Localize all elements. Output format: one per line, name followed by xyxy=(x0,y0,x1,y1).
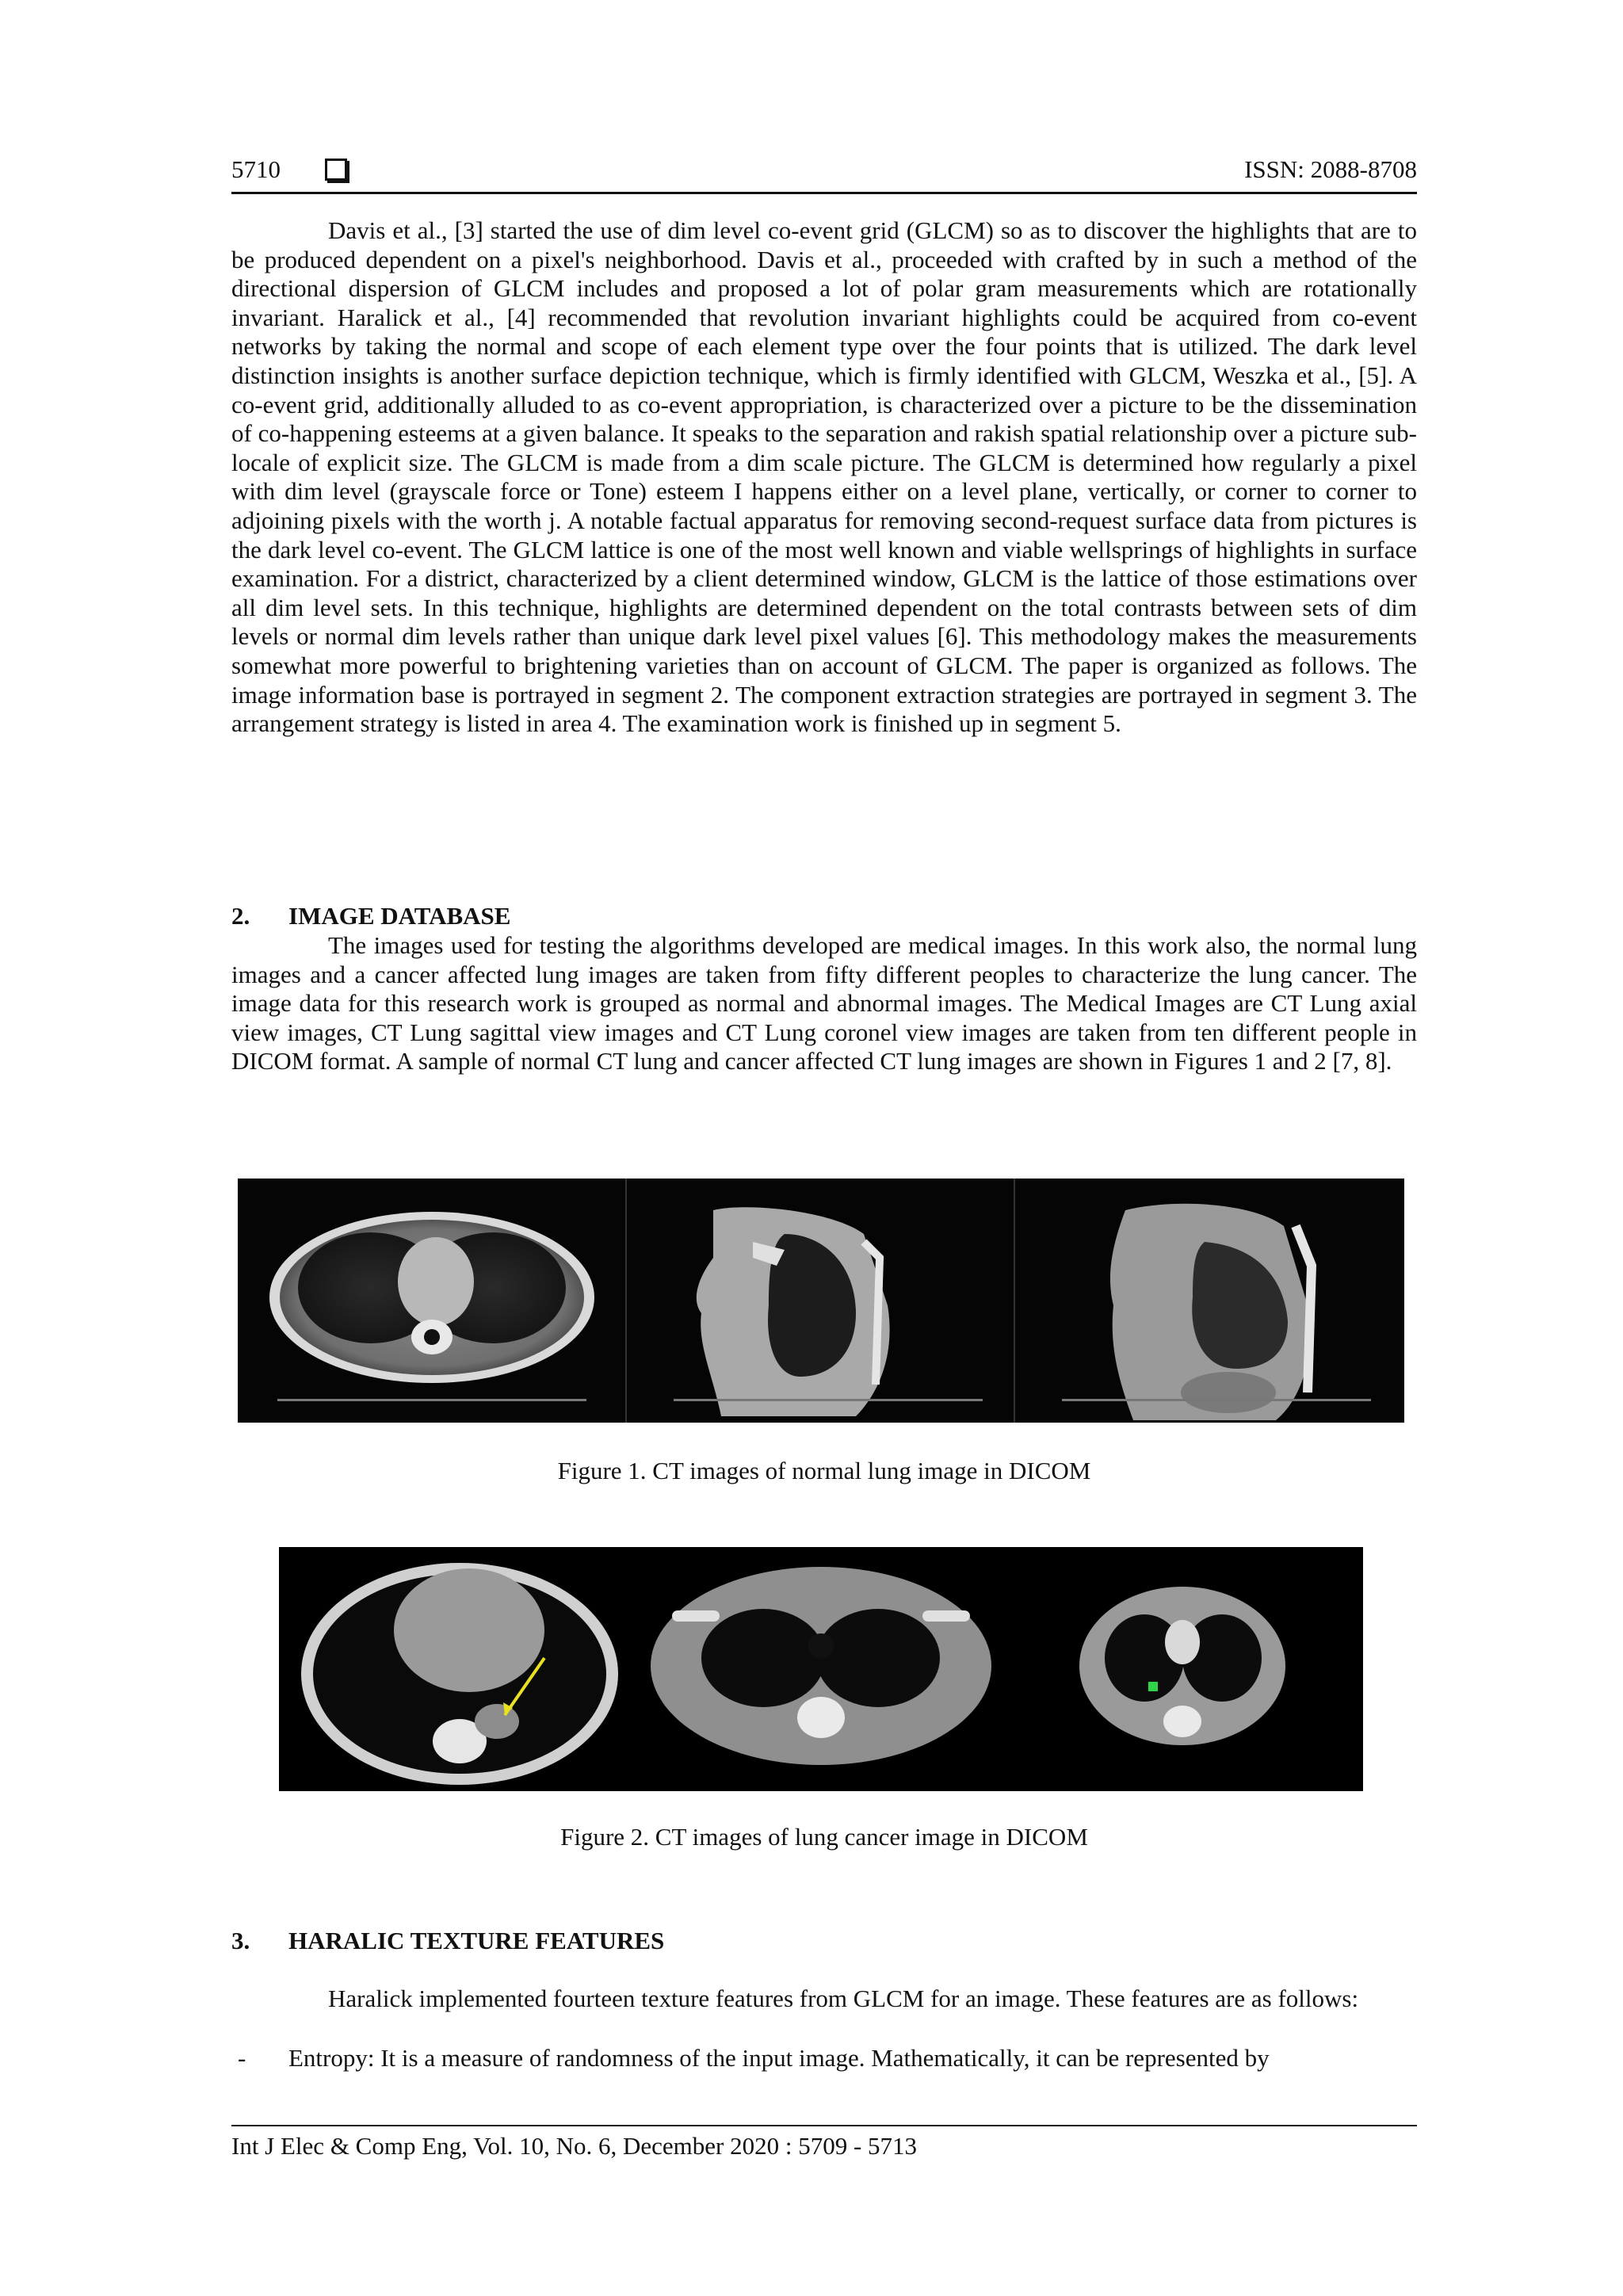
figure-1-caption: Figure 1. CT images of normal lung image in DICOM xyxy=(557,1457,1091,1484)
bullet-dash: - xyxy=(238,2044,246,2072)
section-title: HARALIC TEXTURE FEATURES xyxy=(288,1927,665,1954)
header-rule xyxy=(231,192,1417,194)
bullet-text: Entropy: It is a measure of randomness of the input image. Mathematically, it can be represented by xyxy=(288,2044,1270,2072)
section-number: 2. xyxy=(231,902,250,930)
section-number: 3. xyxy=(231,1927,250,1954)
figure-2-ct-cancer-images xyxy=(279,1547,1363,1791)
haralick-paragraph: Haralick implemented fourteen texture features from GLCM for an image. These features are as follows: xyxy=(328,1985,1359,2012)
ct-sagittal-normal xyxy=(626,1179,1014,1423)
ct-axial-normal xyxy=(238,1179,626,1423)
running-footer: Int J Elec & Comp Eng, Vol. 10, No. 6, December 2020 : 5709 - 5713 xyxy=(231,2132,918,2160)
ct-axial-cancer-3 xyxy=(1002,1547,1363,1791)
database-paragraph: The images used for testing the algorithms developed are medical images. In this work also, the normal lung images and a cancer affected lung images are taken from fifty different peoples to characterize the lung cancer. The image data for this research work is grouped as normal and abnormal images. The Medical Images are CT Lung axial view images, CT Lung sagittal view images and CT Lung coronel view images are taken from ten different people in DICOM format. A sample of normal CT lung and cancer affected CT lung images are shown in Figures 1 and 2 [7, 8]. xyxy=(231,931,1417,1075)
section-heading-image-database xyxy=(231,902,510,930)
figure-2-caption: Figure 2. CT images of lung cancer image in DICOM xyxy=(560,1823,1088,1851)
ct-axial-cancer-2 xyxy=(640,1547,1002,1791)
page-number: 5710 xyxy=(231,155,281,183)
section-title: IMAGE DATABASE xyxy=(288,902,511,930)
ct-coronal-normal xyxy=(1014,1179,1404,1423)
checkbox-square-icon xyxy=(325,159,347,181)
intro-paragraph: Davis et al., [3] started the use of dim level co-event grid (GLCM) so as to discover the highlights that are to be produced dependent on a pixel's neighborhood. Davis et al., proceeded with crafted by in such a method of the directional dispersion of GLCM includes and proposed a lot of polar gram measurements which are rotationally invariant. Haralick et al., [4] recommended that revolution invariant highlights could be acquired from co-event networks by taking the normal and scope of each element type over the four points that is utilized. The dark level distinction insights is another surface depiction technique, which is firmly identified with GLCM, Weszka et al., [5]. A co-event grid, additionally alluded to as co-event appropriation, is characterized over a picture to be the dissemination of co-happening esteems at a given balance. It speaks to the separation and rakish spatial relationship over a picture sub-locale of explicit size. The GLCM is made from a dim scale picture. The GLCM is determined how regularly a pixel with dim level (grayscale force or Tone) esteem I happens either on a level plane, vertically, or corner to corner to adjoining pixels with the worth j. A notable factual apparatus for removing second-request surface data from pictures is the dark level co-event. The GLCM lattice is one of the most well known and viable wellsprings of highlights in surface examination. For a district, characterized by a client determined window, GLCM is the lattice of those estimations over all dim level sets. In this technique, highlights are determined dependent on the total contrasts between sets of dim levels or normal dim levels rather than unique dark level pixel values [6]. This methodology makes the measurements somewhat more powerful to brightening varieties than on account of GLCM. The paper is organized as follows. The image information base is portrayed in segment 2. The component extraction strategies are portrayed in segment 3. The arrangement strategy is listed in area 4. The examination work is finished up in segment 5. xyxy=(231,216,1417,738)
issn-label: ISSN: 2088-8708 xyxy=(1244,155,1417,183)
footer-rule xyxy=(231,2125,1417,2126)
ct-axial-cancer-1 xyxy=(279,1547,640,1791)
figure-1-ct-normal-images xyxy=(238,1179,1404,1423)
running-header xyxy=(231,155,1417,190)
section-heading-haralic-texture-features xyxy=(231,1927,664,1955)
